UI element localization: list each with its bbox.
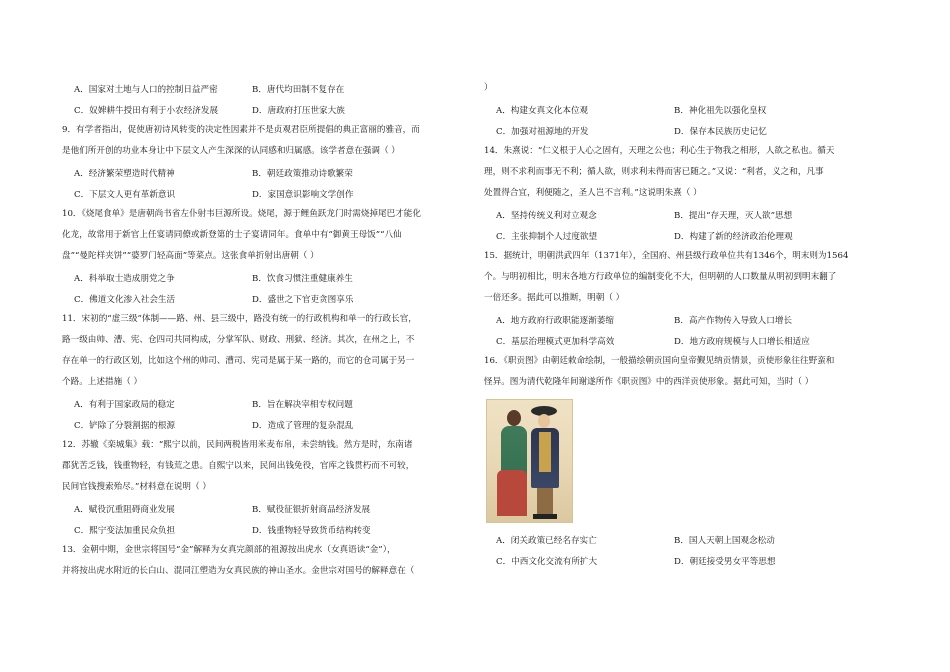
- q15-stem-line2: 个。与明初相比，明末各地方行政单位的编制变化不大，但明朝的人口数量从明初到明末翻了: [484, 272, 837, 282]
- q8-options-row1: [62, 78, 470, 99]
- q15-option-b[interactable]: B．高产作物传入导致人口增长: [674, 315, 793, 326]
- q15-stem-line1: 15．据统计，明朝洪武四年（1371年），全国府、州县级行政单位共有1346个，明末则为1564: [484, 251, 849, 261]
- q12-option-b[interactable]: B．赋役征银折射商品经济发展: [252, 504, 371, 515]
- q10-option-c[interactable]: C．佛道文化渗入社会生活: [74, 294, 176, 305]
- q12-option-a[interactable]: A．赋役沉重阻碍商业发展: [74, 504, 175, 515]
- q11-options-row1: [62, 393, 470, 414]
- q10-option-a[interactable]: A．科举取士造成朋党之争: [74, 273, 175, 284]
- q10-option-b[interactable]: B．饮食习惯注重健康养生: [252, 273, 353, 284]
- q9-option-a[interactable]: A．经济繁荣塑造时代精神: [74, 168, 175, 179]
- q12-option-d[interactable]: D．钱重物轻导致货币结构转变: [252, 525, 371, 536]
- q12-stem-line2: 郡犹苦乏钱，钱重物轻，有钱荒之患。自熙宁以来，民间出钱免役，官库之钱贯朽而不可较，: [62, 461, 415, 471]
- q14-option-d[interactable]: D．构建了新的经济政治伦理观: [674, 231, 793, 242]
- q11-stem-line3: 存在单一的行政区划，比如这个州的帅司、漕司、宪司是属于某一路的，而它的仓司属于另一: [62, 356, 415, 366]
- q13-option-b[interactable]: B．神化祖先以强化皇权: [674, 105, 767, 116]
- q8-option-a[interactable]: A．国家对土地与人口的控制日益严密: [74, 84, 218, 95]
- q14-option-a[interactable]: A．坚持传统义利对立观念: [496, 210, 597, 221]
- q9-options-row1: [62, 162, 470, 183]
- q10-options-row2: [62, 288, 470, 309]
- q15-option-c[interactable]: C．基层治理模式更加科学高效: [496, 336, 615, 347]
- q10-stem-line3: 盘”“曼陀样夹饼”“婆罗门轻高面”等菜点。这张食单折射出唐朝（ ）: [62, 251, 319, 261]
- q13-stem-line2: 并将按出虎水附近的长白山、混同江塑造为女真民族的神山圣水。金世宗对国号的解释意在（: [62, 566, 415, 576]
- q9-options-row2: [62, 183, 470, 204]
- q9-option-b[interactable]: B．朝廷政策推动诗歌繁荣: [252, 168, 353, 179]
- q13-option-d[interactable]: D．保存本民族历史记忆: [674, 126, 767, 137]
- q9-stem-line2: 是他们所开创的功业本身让中下层文人产生深深的认同感和归属感。该学者意在强调（ ）: [62, 146, 400, 156]
- q11-option-d[interactable]: D．造成了管理的复杂混乱: [252, 420, 354, 431]
- q12-option-c[interactable]: C．熙宁变法加重民众负担: [74, 525, 176, 536]
- figure-woman-skirt: [497, 470, 527, 516]
- q13-option-c[interactable]: C．加强对祖源地的开发: [496, 126, 589, 137]
- q9-option-d[interactable]: D．家国意识影响文学创作: [252, 189, 354, 200]
- q13-stem-line1: 13．金朝中期，金世宗将国号“金”解释为女真完颜部的祖源按出虎水（女真语读“金”），: [62, 545, 396, 555]
- q16-option-c[interactable]: C．中西文化交流有所扩大: [496, 556, 598, 567]
- q12-options-row2: [62, 519, 470, 540]
- figure-woman-head: [507, 410, 521, 426]
- q8-options-row2: [62, 99, 470, 120]
- figure-man-vest: [539, 432, 551, 472]
- q11-option-a[interactable]: A．有利于国家政局的稳定: [74, 399, 175, 410]
- q12-stem-line3: 民间官钱搜索殆尽。”材料意在说明（ ）: [62, 482, 211, 492]
- q14-option-b[interactable]: B．提出“存天理，灭人欲”思想: [674, 210, 793, 221]
- q11-stem-line2: 路一级由帅、漕、宪、仓四司共同构成，分掌军队、财政、刑狱、经济。其次，在州之上，不: [62, 335, 415, 345]
- q13-options-row1: [484, 99, 894, 120]
- q11-options-row2: [62, 414, 470, 435]
- q14-stem-line1: 14．朱熹说：“仁义根于人心之固有，天理之公也；利心生于物我之相形，人欲之私也。循天: [484, 146, 835, 156]
- q15-option-a[interactable]: A．地方政府行政职能逐渐萎缩: [496, 315, 614, 326]
- q15-option-d[interactable]: D．地方政府规模与人口增长相适应: [674, 336, 810, 347]
- right-column: [484, 78, 894, 571]
- q15-options-row1: [484, 309, 894, 330]
- western-envoys-painting: [486, 399, 573, 523]
- q9-stem-line1: 9．有学者指出，促使唐初诗风转变的决定性因素并不是贞观君臣所提倡的典正富丽的雅音，而: [62, 125, 420, 135]
- q10-options-row1: [62, 267, 470, 288]
- q13-options-row2: [484, 120, 894, 141]
- q11-stem-line1: 11．宋初的“虚三级”体制——路、州、县三级中，路没有统一的行政机构和单一的行政长官，: [62, 314, 417, 324]
- q14-option-c[interactable]: C．主张抑制个人过度欲望: [496, 231, 598, 242]
- q10-option-d[interactable]: D．盛世之下官吏贪图享乐: [252, 294, 354, 305]
- q11-stem-line4: 个路。上述措施（ ）: [62, 377, 143, 387]
- q14-options-row1: [484, 204, 894, 225]
- q16-stem-line1: 16．《职贡图》由朝廷敕命绘制，一般描绘朝贡国向皇帝觐见纳贡情景，贡使形象往往野蛮和: [484, 356, 835, 366]
- q8-option-d[interactable]: D．唐政府打压世家大族: [252, 105, 345, 116]
- left-column: [62, 78, 470, 582]
- q10-stem-line2: 化龙，故常用于新官上任宴请同僚或新登第的士子宴请同年。食单中有“御黄王母饭”“八仙: [62, 230, 402, 240]
- figure-man-legs: [537, 488, 553, 516]
- q14-stem-line2: 理，则不求利而事无不利；循人欲，则求利未得而害已随之。”又说：“利者，义之和，凡事: [484, 167, 824, 177]
- q9-option-c[interactable]: C．下层文人更有革新意识: [74, 189, 176, 200]
- q16-options-row1: [484, 529, 894, 550]
- q8-option-b[interactable]: B．唐代均田制不复存在: [252, 84, 345, 95]
- q11-option-c[interactable]: C．铲除了分裂割据的根源: [74, 420, 176, 431]
- figure-man-feet: [533, 514, 557, 519]
- q14-options-row2: [484, 225, 894, 246]
- q16-option-a[interactable]: A．闭关政策已经名存实亡: [496, 535, 597, 546]
- q16-stem-line2: 怪异。图为清代乾隆年间谢遂所作《职贡图》中的西洋贡使形象。据此可知，当时（ ）: [484, 377, 814, 387]
- q10-stem-line1: 10．《烧尾食单》是唐朝尚书省左仆射韦巨源所设。烧尾，源于鲤鱼跃龙门时需烧掉尾巴才能化: [62, 209, 421, 219]
- figure-man-head: [538, 414, 550, 428]
- q13-stem-continuation: ）: [484, 83, 493, 93]
- q16-option-d[interactable]: D．朝廷接受男女平等思想: [674, 556, 776, 567]
- q16-options-row2: [484, 550, 894, 571]
- q13-option-a[interactable]: A．构建女真文化本位观: [496, 105, 589, 116]
- q11-option-b[interactable]: B．旨在解决宰相专权问题: [252, 399, 353, 410]
- q16-option-b[interactable]: B．国人天朝上国观念松动: [674, 535, 775, 546]
- q12-stem-line1: 12．苏辙《栾城集》载：“熙宁以前，民间两税皆用米麦布帛，未尝纳钱。然方是时，东南诸: [62, 440, 413, 450]
- q15-stem-line3: 一倍还多。据此可以推断，明朝（ ）: [484, 293, 625, 303]
- q14-stem-line3: 处置得合宜，利便随之，圣人岂不言利。”这说明朱熹（ ）: [484, 188, 702, 198]
- q15-options-row2: [484, 330, 894, 351]
- q8-option-c[interactable]: C．奴婢耕牛授田有利于小农经济发展: [74, 105, 219, 116]
- q12-options-row1: [62, 498, 470, 519]
